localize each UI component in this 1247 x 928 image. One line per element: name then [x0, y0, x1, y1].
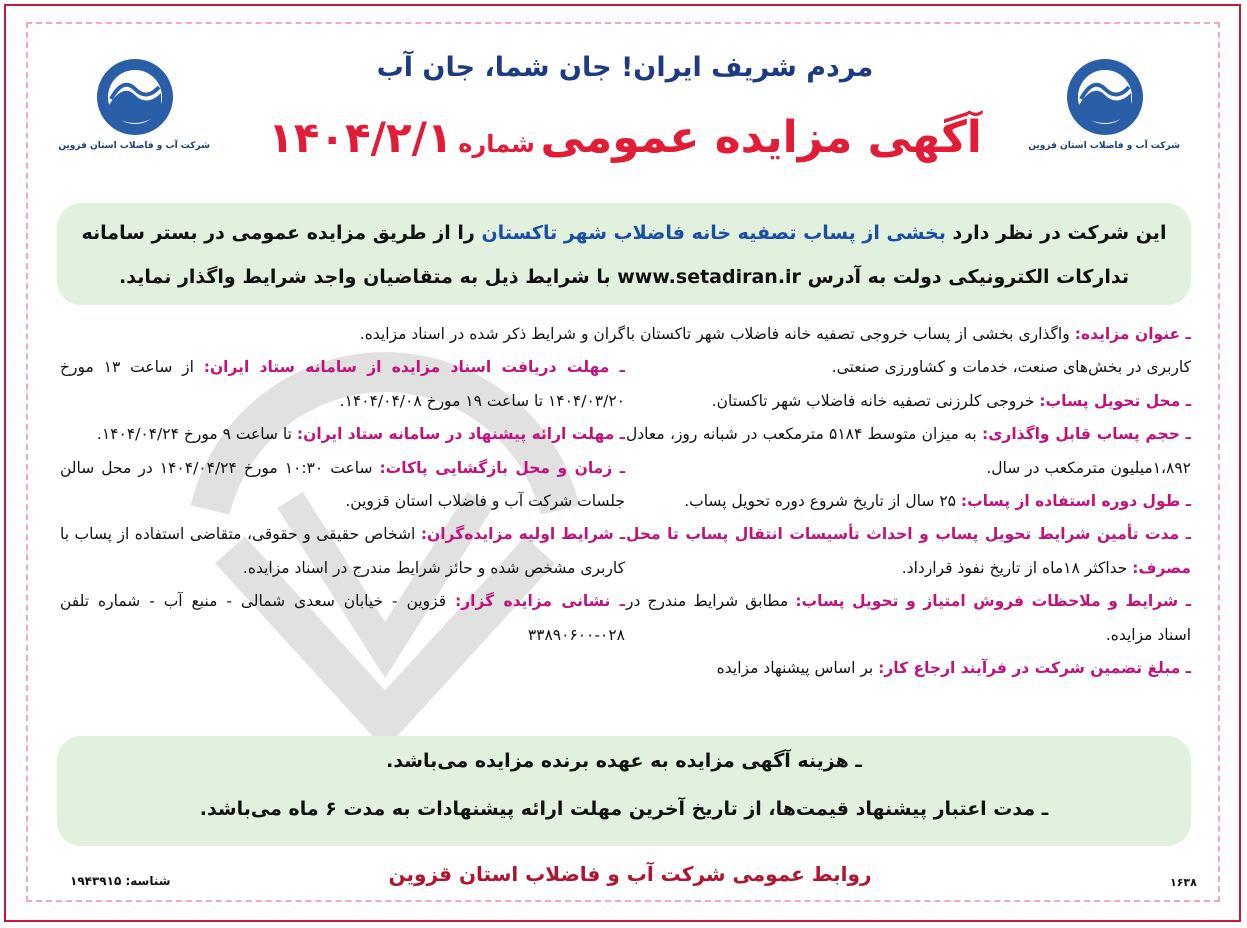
condition-item: ـ زمان و محل بازگشایی پاکات: ساعت ۱۰:۳۰ مورخ ۱۴۰۴/۰۴/۲۴ در محل سالن جلسات شرکت آب و فاضلاب استان قزوین.: [60, 458, 625, 511]
footer-signature: روابط عمومی شرکت آب و فاضلاب استان قزوین: [388, 862, 872, 886]
page-title: [240, 112, 1010, 163]
water-logo-icon: [93, 55, 177, 139]
intro-part2: را از طریق مزایده عمومی در بستر سامانه تدارکات الکترونیکی دولت به آدرس: [81, 222, 1129, 288]
page-code: ۱۶۳۸: [1170, 876, 1197, 889]
intro-part3: با شرایط ذیل به متقاضیان واجد شرایط واگذار نماید.: [119, 266, 611, 288]
condition-item: ـ مدت تأمین شرایط تحویل پساب و احداث تأسیسات انتقال پساب تا محل مصرف: حداکثر ۱۸ماه از تاریخ نفوذ قرارداد.: [626, 525, 1191, 577]
condition-item: ـ محل تحویل پساب: خروجی کلرزنی تصفیه خانه فاضلاب شهر تاکستان.: [711, 391, 1191, 410]
intro-box: [57, 203, 1191, 305]
title-number-label: شماره: [458, 130, 535, 158]
ad-id: شناسه: ۱۹۴۳۹۱۵: [70, 874, 171, 888]
condition-item: ـ شرایط و ملاحظات فروش امتیاز و تحویل پساب: مطابق شرایط مندرج در اسناد مزایده.: [626, 592, 1191, 644]
intro-highlight: بخشی از پساب تصفیه خانه فاضلاب شهر تاکستان: [481, 222, 946, 244]
notes-box: [57, 736, 1191, 846]
conditions-left-column: [60, 318, 625, 652]
condition-item: ـ مهلت دریافت اسناد مزایده از سامانه ستاد ایران: از ساعت ۱۳ مورخ ۱۴۰۴/۰۳/۲۰ تا ساعت ۱۹ مورخ ۱۴۰۴/۰۴/۰۸.: [60, 358, 625, 410]
intro-website[interactable]: www.setadiran.ir: [617, 266, 801, 288]
condition-item: ـ حجم پساب قابل واگذاری: به میزان متوسط ۵۱۸۴ مترمکعب در شبانه روز، معادل ۱،۸۹۲میلیون مترمکعب در سال.: [626, 425, 1191, 477]
condition-item: ـ عنوان مزایده: واگذاری بخشی از پساب خروجی تصفیه خانه فاضلاب شهر تاکستان با کاربری در بخش‌های صنعت، خدمات و کشاورزی صنعتی.: [626, 325, 1191, 377]
conditions-right-column: [626, 318, 1191, 685]
logo-caption: شرکت آب و فاضلاب استان قزوین: [1028, 141, 1180, 151]
note-line-1: ـ هزینه آگهی مزایده به عهده برنده مزایده می‌باشد.: [386, 750, 862, 772]
condition-item: ـ نشانی مزایده گزار: قزوین - خیابان سعدی شمالی - منبع آب - شماره تلفن ۰۲۸-۳۳۸۹۰۶۰۰: [60, 592, 626, 644]
condition-item: ـ مهلت ارائه پیشنهاد در سامانه ستاد ایران: تا ساعت ۹ مورخ ۱۴۰۴/۰۴/۲۴.: [96, 425, 625, 444]
note-line-2: ـ مدت اعتبار پیشنهاد قیمت‌ها، از تاریخ آخرین مهلت ارائه پیشنهادات به مدت ۶ ماه می‌باشد.: [199, 798, 1049, 820]
logo-caption: شرکت آب و فاضلاب استان قزوین: [58, 141, 210, 151]
continuation-text: گران و شرایط ذکر شده در اسناد مزایده.: [359, 325, 625, 343]
intro-part1: این شرکت در نظر دارد: [952, 222, 1167, 244]
condition-item: ـ مبلغ تضمین شرکت در فرآیند ارجاع کار: بر اساس پیشنهاد مزایده: [716, 659, 1191, 678]
title-main: آگهی مزایده عمومی: [540, 112, 982, 163]
slogan: مردم شریف ایران! جان شما، جان آب: [376, 52, 874, 83]
company-logo-left: [60, 55, 210, 151]
company-logo-right: [1030, 55, 1180, 151]
title-number: ۱۴۰۴/۲/۱: [268, 113, 453, 162]
water-logo-icon: [1063, 55, 1147, 139]
condition-item: ـ شرایط اولیه مزایده‌گران: اشخاص حقیقی و حقوقی، متقاضی استفاده از پساب با کاربری مشخص شده و حائز شرایط مندرج در اسناد مزایده.: [60, 525, 625, 577]
condition-item: ـ طول دوره استفاده از پساب: ۲۵ سال از تاریخ شروع دوره تحویل پساب.: [684, 492, 1191, 511]
